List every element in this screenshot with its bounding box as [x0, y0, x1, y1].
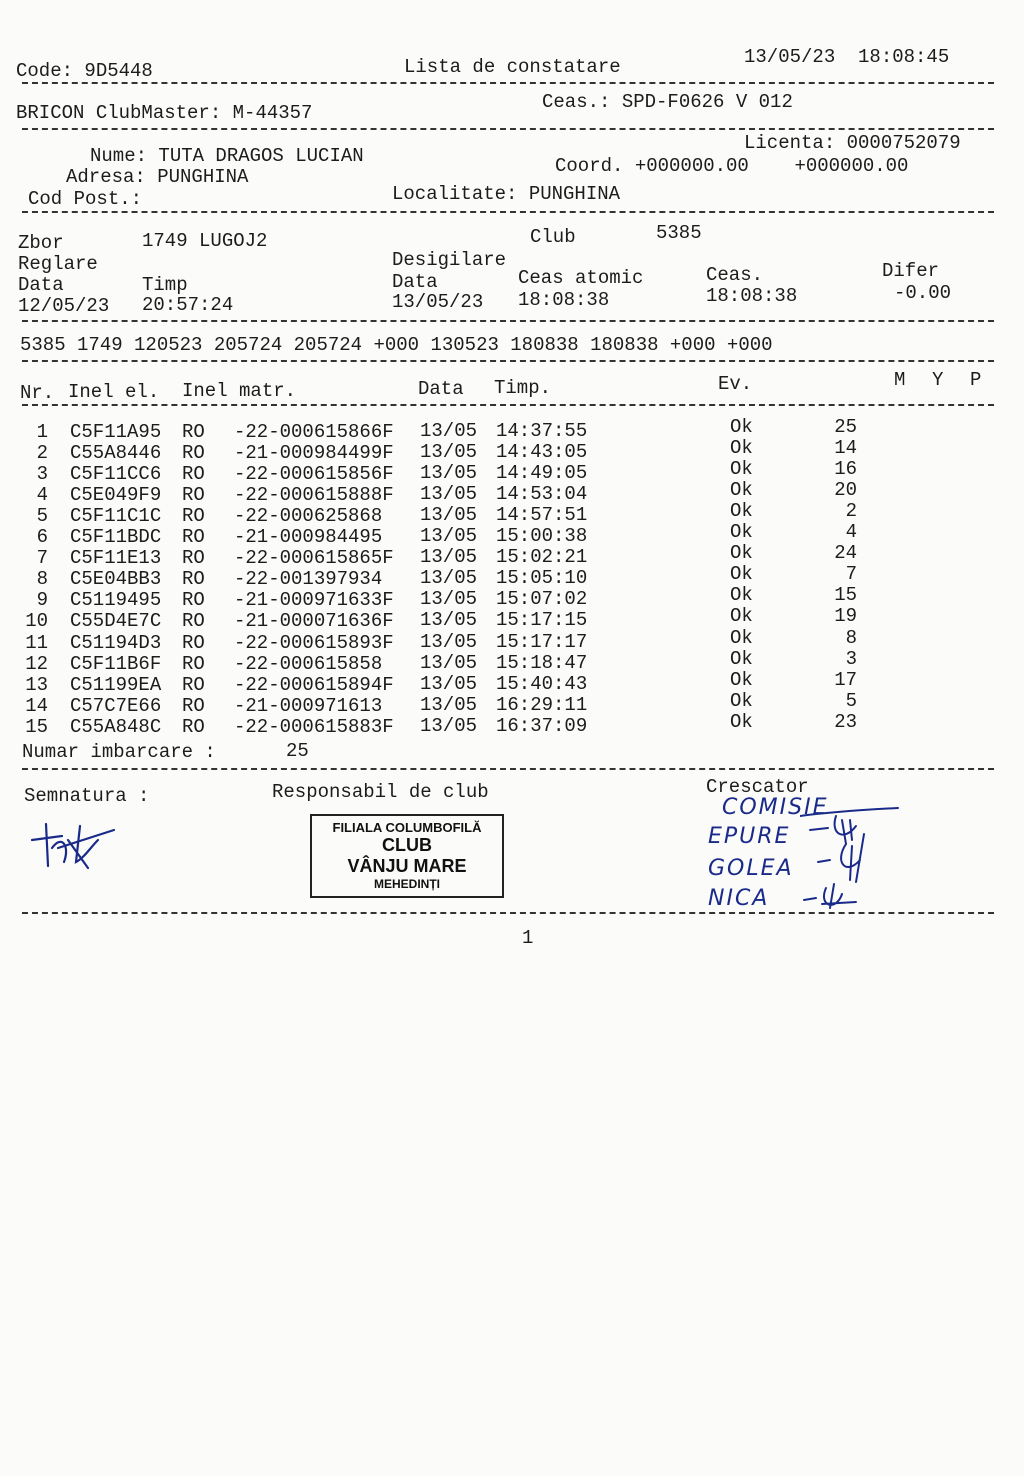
row-number: 11	[25, 631, 48, 654]
event-status: Ok	[730, 626, 753, 649]
page-number: 1	[522, 927, 534, 949]
stamp-line-1: FILIALA COLUMBOFILĂ	[332, 820, 482, 835]
registration-ring: -21-000984495	[234, 526, 383, 549]
table-row	[0, 416, 1024, 443]
registration-ring: -22-000615883F	[234, 715, 394, 738]
arrival-time: 15:17:15	[496, 609, 588, 632]
arrival-date: 13/05	[420, 693, 478, 716]
arrival-time: 16:29:11	[496, 693, 588, 716]
flight-label: Zbor	[18, 232, 64, 254]
arrival-time: 15:02:21	[496, 546, 588, 569]
coordinates: Coord. +000000.00 +000000.00	[555, 155, 909, 177]
event-status: Ok	[730, 437, 753, 460]
ring-country: RO	[182, 715, 205, 738]
club-stamp	[310, 814, 504, 898]
arrival-time: 15:18:47	[496, 651, 588, 674]
clock-label: Ceas.	[706, 264, 764, 286]
stamp-line-3: VÂNJU MARE	[347, 856, 467, 876]
code-label: Code: 9D5448	[16, 60, 153, 82]
set-date: 12/05/23	[18, 295, 110, 317]
header-time: Timp.	[494, 377, 552, 399]
position-number: 15	[834, 584, 857, 607]
event-status: Ok	[730, 710, 753, 733]
registration-ring: -22-000615893F	[234, 631, 394, 654]
boarding-label: Numar imbarcare :	[22, 741, 216, 763]
breeder-label: Crescator	[706, 776, 809, 798]
registration-ring: -22-000615888F	[234, 484, 394, 507]
header-p: P	[970, 369, 982, 391]
event-status: Ok	[730, 479, 753, 502]
registration-ring: -22-000615865F	[234, 547, 394, 570]
clock-difference: -0.00	[894, 282, 952, 304]
atomic-clock-label: Ceas atomic	[518, 267, 644, 289]
ring-country: RO	[182, 694, 205, 717]
divider	[22, 211, 994, 213]
divider	[22, 320, 994, 322]
table-row	[0, 626, 1024, 654]
header-ev: Ev.	[718, 373, 753, 395]
arrival-date: 13/05	[420, 609, 478, 632]
document-title: Lista de constatare	[404, 56, 621, 78]
arrival-date: 13/05	[420, 567, 478, 590]
row-number: 7	[36, 547, 48, 570]
position-number: 14	[834, 437, 857, 460]
row-number: 1	[36, 421, 48, 443]
row-number: 12	[25, 652, 48, 675]
clock-id: Ceas.: SPD-F0626 V 012	[542, 91, 793, 113]
event-status: Ok	[730, 416, 753, 438]
row-number: 4	[36, 484, 48, 507]
registration-ring: -22-000615894F	[234, 673, 394, 696]
event-status: Ok	[730, 458, 753, 481]
event-status: Ok	[730, 584, 753, 607]
electronic-ring: C5F11A95	[70, 421, 162, 443]
arrival-date: 13/05	[420, 441, 478, 464]
event-status: Ok	[730, 500, 753, 523]
position-number: 7	[845, 563, 857, 586]
locality: Localitate: PUNGHINA	[392, 183, 621, 205]
position-number: 2	[845, 500, 857, 523]
header-m: M	[894, 369, 906, 391]
arrival-date: 13/05	[420, 504, 478, 527]
arrival-date: 13/05	[420, 483, 478, 506]
row-number: 9	[36, 589, 48, 612]
table-row	[0, 647, 1024, 675]
table-row	[0, 542, 1024, 570]
event-status: Ok	[730, 563, 753, 586]
row-number: 14	[25, 694, 48, 717]
registration-ring: -21-000971613	[234, 694, 383, 717]
stamp-line-4: MEHEDINȚI	[374, 877, 440, 891]
electronic-ring: C57C7E66	[70, 694, 162, 717]
ring-country: RO	[182, 484, 205, 507]
table-row	[0, 689, 1024, 717]
handwritten-commission: COMISIE	[722, 795, 829, 820]
divider	[22, 404, 994, 406]
divider	[22, 128, 994, 130]
divider	[22, 360, 994, 362]
arrival-time: 15:40:43	[496, 672, 588, 695]
electronic-ring: C55A848C	[70, 715, 162, 738]
ring-country: RO	[182, 526, 205, 549]
open-date: 13/05/23	[392, 291, 484, 313]
electronic-ring: C51199EA	[70, 673, 162, 696]
header-date: Data	[418, 378, 464, 400]
set-date-label: Data	[18, 274, 64, 296]
electronic-ring: C5119495	[70, 589, 162, 612]
set-time: 20:57:24	[142, 294, 234, 316]
ring-country: RO	[182, 589, 205, 612]
arrival-date: 13/05	[420, 651, 478, 674]
ring-country: RO	[182, 421, 205, 443]
header-y: Y	[932, 369, 944, 391]
atomic-time: 18:08:38	[518, 289, 610, 311]
ring-country: RO	[182, 547, 205, 570]
arrival-time: 15:00:38	[496, 525, 588, 548]
row-number: 10	[25, 610, 48, 633]
position-number: 20	[834, 479, 857, 502]
commission-signatures	[800, 798, 910, 916]
row-number: 8	[36, 568, 48, 591]
postal-code: Cod Post.:	[28, 188, 143, 210]
open-date-label: Data	[392, 271, 438, 293]
electronic-ring: C5F11C1C	[70, 505, 162, 528]
arrival-date: 13/05	[420, 462, 478, 485]
code-line: 5385 1749 120523 205724 205724 +000 130523 180838 180838 +000 +000	[20, 334, 773, 356]
ring-country: RO	[182, 505, 205, 528]
row-number: 2	[36, 442, 48, 465]
arrival-time: 14:57:51	[496, 504, 588, 527]
ring-country: RO	[182, 610, 205, 633]
handwritten-signature	[28, 818, 124, 876]
divider	[22, 82, 994, 84]
event-status: Ok	[730, 542, 753, 565]
diff-label: Difer	[882, 260, 940, 282]
flight-value: 1749 LUGOJ2	[142, 230, 268, 252]
event-status: Ok	[730, 521, 753, 544]
print-datetime: 13/05/23 18:08:45	[744, 46, 950, 68]
electronic-ring: C5F11CC6	[70, 463, 162, 486]
arrival-date: 13/05	[420, 588, 478, 611]
divider	[22, 768, 994, 770]
table-row	[0, 437, 1024, 465]
boarding-count: 25	[286, 740, 309, 762]
setting-label: Reglare	[18, 253, 98, 275]
electronic-ring: C5E049F9	[70, 484, 162, 507]
registration-ring: -22-000615856F	[234, 463, 394, 486]
position-number: 24	[834, 542, 857, 565]
position-number: 5	[845, 689, 857, 712]
event-status: Ok	[730, 668, 753, 691]
position-number: 19	[834, 605, 857, 628]
electronic-ring: C55A8446	[70, 442, 162, 465]
stamp-line-2: CLUB	[382, 835, 432, 855]
arrival-time: 14:37:55	[496, 420, 588, 442]
ring-country: RO	[182, 652, 205, 675]
event-status: Ok	[730, 605, 753, 628]
opening-label: Desigilare	[392, 249, 507, 271]
electronic-ring: C55D4E7C	[70, 610, 162, 633]
position-number: 4	[845, 521, 857, 544]
arrival-date: 13/05	[420, 546, 478, 569]
registration-ring: -22-000615866F	[234, 421, 394, 443]
ring-country: RO	[182, 631, 205, 654]
table-row	[0, 584, 1024, 612]
header-ring-matr: Inel matr.	[182, 380, 297, 402]
position-number: 8	[845, 626, 857, 649]
owner-name: Nume: TUTA DRAGOS LUCIAN	[90, 145, 364, 167]
registration-ring: -22-001397934	[234, 568, 383, 591]
clock-time: 18:08:38	[706, 285, 798, 307]
licence-number: Licenta: 0000752079	[744, 132, 961, 154]
table-row	[0, 668, 1024, 696]
divider	[22, 912, 994, 914]
row-number: 15	[25, 715, 48, 738]
signature-label: Semnatura :	[24, 785, 150, 807]
electronic-ring: C5F11B6F	[70, 652, 162, 675]
header-ring-el: Inel el.	[68, 381, 160, 403]
registration-ring: -21-000984499F	[234, 442, 394, 465]
arrival-date: 13/05	[420, 630, 478, 653]
ring-country: RO	[182, 463, 205, 486]
row-number: 3	[36, 463, 48, 486]
ring-country: RO	[182, 442, 205, 465]
row-number: 5	[36, 505, 48, 528]
registration-ring: -22-000625868	[234, 505, 383, 528]
event-status: Ok	[730, 689, 753, 712]
header-nr: Nr.	[20, 382, 55, 404]
arrival-date: 13/05	[420, 672, 478, 695]
table-row	[0, 605, 1024, 633]
registration-ring: -21-000971633F	[234, 589, 394, 612]
position-number: 25	[834, 416, 857, 438]
position-number: 16	[834, 458, 857, 481]
handwritten-member-2: GOLEA	[708, 856, 794, 881]
arrival-time: 15:05:10	[496, 567, 588, 590]
handwritten-member-3: NICA	[708, 886, 770, 911]
position-number: 17	[834, 668, 857, 691]
handwritten-member-1: EPURE	[708, 824, 791, 849]
arrival-time: 14:53:04	[496, 483, 588, 506]
arrival-time: 14:43:05	[496, 441, 588, 464]
table-row	[0, 500, 1024, 528]
electronic-ring: C51194D3	[70, 631, 162, 654]
table-row	[0, 479, 1024, 507]
event-status: Ok	[730, 647, 753, 670]
electronic-ring: C5E04BB3	[70, 568, 162, 591]
row-number: 13	[25, 673, 48, 696]
position-number: 3	[845, 647, 857, 670]
table-row	[0, 563, 1024, 591]
electronic-ring: C5F11BDC	[70, 526, 162, 549]
position-number: 23	[834, 710, 857, 733]
row-number: 6	[36, 526, 48, 549]
table-row	[0, 521, 1024, 549]
arrival-time: 16:37:09	[496, 714, 588, 737]
arrival-date: 13/05	[420, 420, 478, 442]
club-value: 5385	[656, 222, 702, 244]
device-label: BRICON ClubMaster: M-44357	[16, 102, 313, 124]
table-row	[0, 710, 1024, 738]
ring-country: RO	[182, 673, 205, 696]
ring-country: RO	[182, 568, 205, 591]
arrival-date: 13/05	[420, 714, 478, 737]
set-time-label: Timp	[142, 274, 188, 296]
registration-ring: -21-000071636F	[234, 610, 394, 633]
registration-ring: -22-000615858	[234, 652, 383, 675]
owner-address: Adresa: PUNGHINA	[66, 166, 249, 188]
responsible-label: Responsabil de club	[272, 781, 489, 803]
arrival-time: 15:17:17	[496, 630, 588, 653]
electronic-ring: C5F11E13	[70, 547, 162, 570]
arrival-time: 14:49:05	[496, 462, 588, 485]
table-row	[0, 458, 1024, 486]
arrival-date: 13/05	[420, 525, 478, 548]
club-label: Club	[530, 226, 576, 248]
arrival-time: 15:07:02	[496, 588, 588, 611]
